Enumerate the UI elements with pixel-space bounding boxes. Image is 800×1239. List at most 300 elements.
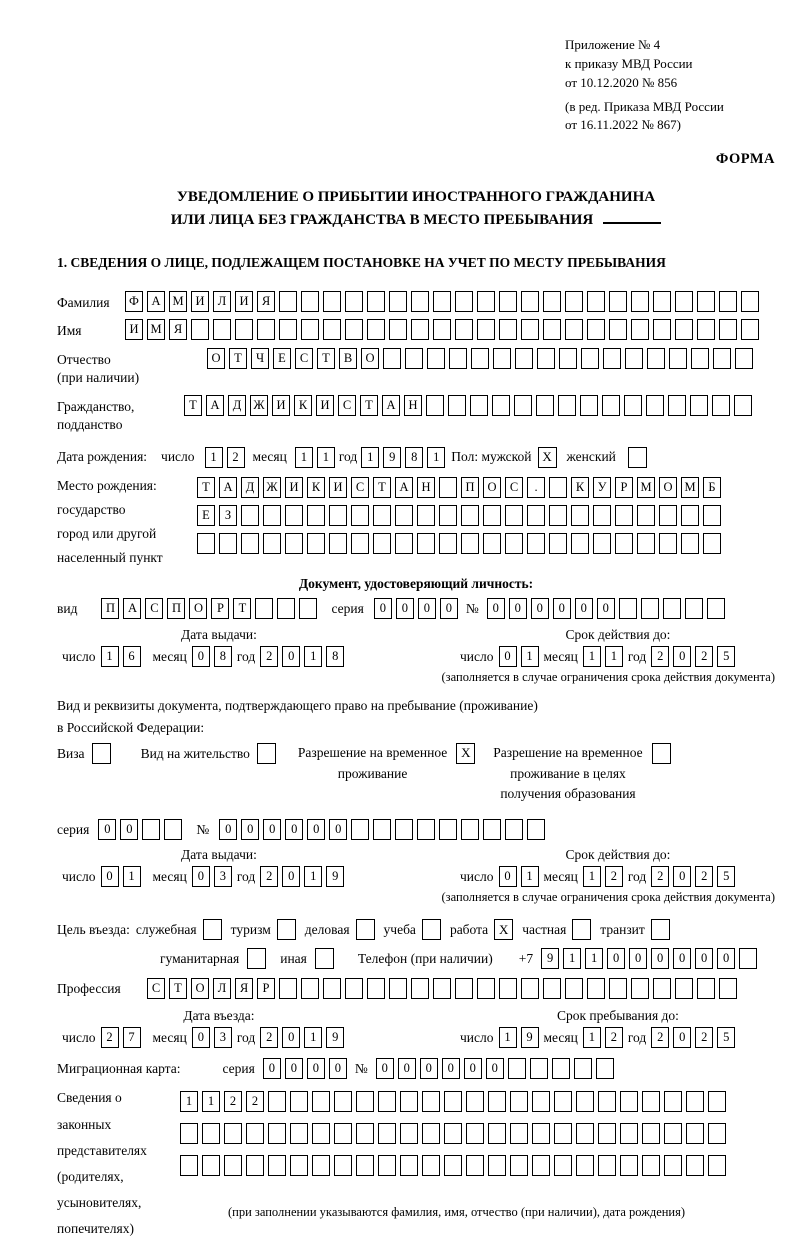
char-cell[interactable]: 0	[192, 646, 210, 667]
char-cell[interactable]: 9	[326, 1027, 344, 1048]
char-cell[interactable]: 1	[521, 866, 539, 887]
char-cell[interactable]: И	[191, 291, 209, 312]
char-cell[interactable]	[323, 319, 341, 340]
char-cell[interactable]	[532, 1123, 550, 1144]
char-cell[interactable]	[609, 291, 627, 312]
char-cell[interactable]	[543, 291, 561, 312]
char-cell[interactable]	[488, 1091, 506, 1112]
char-cell[interactable]: Ж	[250, 395, 268, 416]
char-cell[interactable]	[466, 1155, 484, 1176]
char-cell[interactable]	[598, 1091, 616, 1112]
char-cell[interactable]	[307, 505, 325, 526]
char-cell[interactable]	[505, 533, 523, 554]
char-cell[interactable]: 2	[651, 1027, 669, 1048]
char-cell[interactable]: А	[395, 477, 413, 498]
char-cell[interactable]: 6	[123, 646, 141, 667]
char-cell[interactable]: М	[681, 477, 699, 498]
char-cell[interactable]	[405, 348, 423, 369]
char-cell[interactable]: Я	[235, 978, 253, 999]
char-cell[interactable]	[514, 395, 532, 416]
char-cell[interactable]	[620, 1155, 638, 1176]
char-cell[interactable]	[543, 319, 561, 340]
char-cell[interactable]	[664, 1123, 682, 1144]
char-cell[interactable]: 0	[440, 598, 458, 619]
char-cell[interactable]: Ч	[251, 348, 269, 369]
char-cell[interactable]: 8	[326, 646, 344, 667]
purpose-private-checkbox[interactable]	[572, 919, 591, 940]
char-cell[interactable]	[334, 1091, 352, 1112]
char-cell[interactable]	[565, 319, 583, 340]
char-cell[interactable]	[739, 948, 757, 969]
char-cell[interactable]	[554, 1091, 572, 1112]
char-cell[interactable]	[488, 1123, 506, 1144]
char-cell[interactable]: Я	[169, 319, 187, 340]
doc-issue-day-cells[interactable]	[101, 646, 141, 667]
char-cell[interactable]: 0	[192, 1027, 210, 1048]
char-cell[interactable]	[554, 1123, 572, 1144]
char-cell[interactable]	[488, 1155, 506, 1176]
char-cell[interactable]	[559, 348, 577, 369]
char-cell[interactable]	[395, 819, 413, 840]
char-cell[interactable]: К	[571, 477, 589, 498]
char-cell[interactable]	[609, 319, 627, 340]
char-cell[interactable]	[307, 533, 325, 554]
char-cell[interactable]: Д	[241, 477, 259, 498]
char-cell[interactable]	[444, 1091, 462, 1112]
char-cell[interactable]: 1	[304, 866, 322, 887]
char-cell[interactable]	[690, 395, 708, 416]
char-cell[interactable]: Ж	[263, 477, 281, 498]
char-cell[interactable]: Т	[360, 395, 378, 416]
char-cell[interactable]: 5	[717, 866, 735, 887]
char-cell[interactable]: М	[637, 477, 655, 498]
char-cell[interactable]: П	[167, 598, 185, 619]
char-cell[interactable]: 9	[521, 1027, 539, 1048]
char-cell[interactable]: 0	[329, 819, 347, 840]
char-cell[interactable]: 2	[695, 1027, 713, 1048]
char-cell[interactable]: И	[316, 395, 334, 416]
char-cell[interactable]: 0	[673, 646, 691, 667]
stay-day-cells[interactable]	[499, 1027, 539, 1048]
char-cell[interactable]: П	[101, 598, 119, 619]
char-cell[interactable]	[499, 978, 517, 999]
char-cell[interactable]	[505, 819, 523, 840]
sex-male-checkbox[interactable]: X	[538, 447, 557, 468]
char-cell[interactable]: 9	[326, 866, 344, 887]
char-cell[interactable]	[367, 291, 385, 312]
char-cell[interactable]	[681, 533, 699, 554]
char-cell[interactable]: А	[206, 395, 224, 416]
char-cell[interactable]	[685, 598, 703, 619]
char-cell[interactable]	[543, 978, 561, 999]
char-cell[interactable]	[631, 291, 649, 312]
char-cell[interactable]: 1	[583, 866, 601, 887]
char-cell[interactable]: 0	[241, 819, 259, 840]
char-cell[interactable]	[637, 533, 655, 554]
char-cell[interactable]: И	[329, 477, 347, 498]
char-cell[interactable]	[596, 1058, 614, 1079]
char-cell[interactable]	[593, 533, 611, 554]
char-cell[interactable]	[241, 533, 259, 554]
char-cell[interactable]	[263, 505, 281, 526]
char-cell[interactable]: 0	[442, 1058, 460, 1079]
char-cell[interactable]	[707, 598, 725, 619]
char-cell[interactable]	[686, 1155, 704, 1176]
residence-number-cells[interactable]	[219, 819, 545, 840]
char-cell[interactable]	[552, 1058, 570, 1079]
char-cell[interactable]: 0	[376, 1058, 394, 1079]
char-cell[interactable]	[708, 1155, 726, 1176]
doc-issue-year-cells[interactable]	[260, 646, 344, 667]
char-cell[interactable]	[483, 505, 501, 526]
char-cell[interactable]	[395, 505, 413, 526]
char-cell[interactable]	[653, 291, 671, 312]
char-cell[interactable]	[411, 978, 429, 999]
char-cell[interactable]	[439, 477, 457, 498]
char-cell[interactable]	[417, 819, 435, 840]
char-cell[interactable]	[587, 291, 605, 312]
char-cell[interactable]: 0	[695, 948, 713, 969]
char-cell[interactable]	[549, 477, 567, 498]
char-cell[interactable]: П	[461, 477, 479, 498]
char-cell[interactable]	[383, 348, 401, 369]
char-cell[interactable]	[625, 348, 643, 369]
char-cell[interactable]: 8	[405, 447, 423, 468]
char-cell[interactable]: 0	[420, 1058, 438, 1079]
char-cell[interactable]	[378, 1155, 396, 1176]
birthdate-day-cells[interactable]	[205, 447, 245, 468]
residence-valid-year-cells[interactable]	[651, 866, 735, 887]
char-cell[interactable]	[389, 319, 407, 340]
char-cell[interactable]	[549, 533, 567, 554]
doc-number-cells[interactable]	[487, 598, 725, 619]
char-cell[interactable]	[510, 1155, 528, 1176]
char-cell[interactable]: 0	[282, 646, 300, 667]
char-cell[interactable]: 0	[374, 598, 392, 619]
char-cell[interactable]	[356, 1091, 374, 1112]
char-cell[interactable]: 0	[673, 948, 691, 969]
givenname-cells[interactable]	[125, 319, 759, 340]
char-cell[interactable]	[664, 1091, 682, 1112]
char-cell[interactable]: Н	[417, 477, 435, 498]
char-cell[interactable]	[466, 1123, 484, 1144]
char-cell[interactable]: 2	[260, 866, 278, 887]
char-cell[interactable]: 9	[541, 948, 559, 969]
char-cell[interactable]: К	[294, 395, 312, 416]
char-cell[interactable]: Т	[373, 477, 391, 498]
char-cell[interactable]	[530, 1058, 548, 1079]
char-cell[interactable]	[426, 395, 444, 416]
char-cell[interactable]: 0	[120, 819, 138, 840]
char-cell[interactable]	[290, 1155, 308, 1176]
char-cell[interactable]	[367, 319, 385, 340]
char-cell[interactable]	[576, 1155, 594, 1176]
char-cell[interactable]: 3	[214, 1027, 232, 1048]
char-cell[interactable]: 0	[192, 866, 210, 887]
char-cell[interactable]: О	[207, 348, 225, 369]
char-cell[interactable]: 2	[246, 1091, 264, 1112]
char-cell[interactable]	[697, 291, 715, 312]
char-cell[interactable]: 0	[282, 866, 300, 887]
char-cell[interactable]	[235, 319, 253, 340]
char-cell[interactable]	[681, 505, 699, 526]
char-cell[interactable]	[400, 1091, 418, 1112]
char-cell[interactable]	[642, 1123, 660, 1144]
char-cell[interactable]	[576, 1123, 594, 1144]
char-cell[interactable]	[312, 1155, 330, 1176]
char-cell[interactable]: Е	[273, 348, 291, 369]
char-cell[interactable]: О	[191, 978, 209, 999]
char-cell[interactable]: 0	[629, 948, 647, 969]
char-cell[interactable]	[659, 533, 677, 554]
char-cell[interactable]: 0	[282, 1027, 300, 1048]
char-cell[interactable]	[642, 1155, 660, 1176]
patronymic-cells[interactable]	[207, 348, 753, 369]
char-cell[interactable]	[637, 505, 655, 526]
char-cell[interactable]	[719, 319, 737, 340]
char-cell[interactable]: Н	[404, 395, 422, 416]
char-cell[interactable]	[246, 1155, 264, 1176]
char-cell[interactable]	[422, 1091, 440, 1112]
char-cell[interactable]	[624, 395, 642, 416]
char-cell[interactable]: 0	[464, 1058, 482, 1079]
char-cell[interactable]	[263, 533, 281, 554]
char-cell[interactable]	[301, 978, 319, 999]
char-cell[interactable]: Т	[233, 598, 251, 619]
char-cell[interactable]: 0	[219, 819, 237, 840]
char-cell[interactable]: 2	[605, 1027, 623, 1048]
char-cell[interactable]	[663, 598, 681, 619]
char-cell[interactable]	[574, 1058, 592, 1079]
phone-cells[interactable]	[541, 948, 757, 969]
char-cell[interactable]	[268, 1091, 286, 1112]
char-cell[interactable]	[444, 1123, 462, 1144]
char-cell[interactable]	[587, 319, 605, 340]
char-cell[interactable]	[334, 1155, 352, 1176]
char-cell[interactable]	[449, 348, 467, 369]
char-cell[interactable]: 1	[583, 646, 601, 667]
doc-issue-month-cells[interactable]	[192, 646, 232, 667]
char-cell[interactable]	[675, 978, 693, 999]
char-cell[interactable]: К	[307, 477, 325, 498]
char-cell[interactable]	[581, 348, 599, 369]
char-cell[interactable]: 1	[585, 948, 603, 969]
char-cell[interactable]	[351, 819, 369, 840]
char-cell[interactable]: 9	[383, 447, 401, 468]
char-cell[interactable]: В	[339, 348, 357, 369]
residence-valid-month-cells[interactable]	[583, 866, 623, 887]
doc-valid-year-cells[interactable]	[651, 646, 735, 667]
char-cell[interactable]	[549, 505, 567, 526]
char-cell[interactable]	[537, 348, 555, 369]
char-cell[interactable]: 1	[317, 447, 335, 468]
birthplace-row1-cells[interactable]	[197, 477, 721, 498]
char-cell[interactable]: 2	[224, 1091, 242, 1112]
char-cell[interactable]: М	[169, 291, 187, 312]
char-cell[interactable]: 1	[361, 447, 379, 468]
representatives-row1-cells[interactable]	[180, 1091, 726, 1112]
char-cell[interactable]	[345, 319, 363, 340]
char-cell[interactable]	[631, 978, 649, 999]
char-cell[interactable]	[466, 1091, 484, 1112]
char-cell[interactable]: И	[235, 291, 253, 312]
purpose-humanitarian-checkbox[interactable]	[247, 948, 266, 969]
char-cell[interactable]	[675, 291, 693, 312]
purpose-business-checkbox[interactable]	[356, 919, 375, 940]
char-cell[interactable]	[180, 1155, 198, 1176]
char-cell[interactable]	[642, 1091, 660, 1112]
char-cell[interactable]	[713, 348, 731, 369]
char-cell[interactable]	[246, 1123, 264, 1144]
char-cell[interactable]	[279, 978, 297, 999]
char-cell[interactable]: Я	[257, 291, 275, 312]
char-cell[interactable]	[719, 978, 737, 999]
char-cell[interactable]	[268, 1123, 286, 1144]
char-cell[interactable]	[312, 1123, 330, 1144]
char-cell[interactable]: 5	[717, 646, 735, 667]
char-cell[interactable]	[224, 1123, 242, 1144]
char-cell[interactable]	[532, 1091, 550, 1112]
visa-checkbox[interactable]	[92, 743, 111, 764]
char-cell[interactable]	[470, 395, 488, 416]
char-cell[interactable]: 1	[205, 447, 223, 468]
char-cell[interactable]	[329, 533, 347, 554]
migration-seriya-cells[interactable]	[263, 1058, 347, 1079]
char-cell[interactable]	[691, 348, 709, 369]
char-cell[interactable]	[620, 1123, 638, 1144]
char-cell[interactable]: 1	[180, 1091, 198, 1112]
residence-issue-month-cells[interactable]	[192, 866, 232, 887]
char-cell[interactable]	[505, 505, 523, 526]
char-cell[interactable]: 1	[583, 1027, 601, 1048]
doc-type-cells[interactable]	[101, 598, 317, 619]
char-cell[interactable]: 1	[499, 1027, 517, 1048]
char-cell[interactable]	[508, 1058, 526, 1079]
char-cell[interactable]: 8	[214, 646, 232, 667]
char-cell[interactable]	[299, 598, 317, 619]
char-cell[interactable]	[164, 819, 182, 840]
char-cell[interactable]	[719, 291, 737, 312]
char-cell[interactable]: 0	[717, 948, 735, 969]
residence-valid-day-cells[interactable]	[499, 866, 539, 887]
char-cell[interactable]: У	[593, 477, 611, 498]
char-cell[interactable]	[598, 1155, 616, 1176]
entry-month-cells[interactable]	[192, 1027, 232, 1048]
char-cell[interactable]: И	[285, 477, 303, 498]
char-cell[interactable]	[653, 978, 671, 999]
char-cell[interactable]	[378, 1091, 396, 1112]
char-cell[interactable]	[527, 505, 545, 526]
char-cell[interactable]	[417, 533, 435, 554]
char-cell[interactable]	[565, 978, 583, 999]
doc-valid-day-cells[interactable]	[499, 646, 539, 667]
char-cell[interactable]	[653, 319, 671, 340]
char-cell[interactable]	[219, 533, 237, 554]
char-cell[interactable]: 2	[101, 1027, 119, 1048]
char-cell[interactable]	[631, 319, 649, 340]
char-cell[interactable]	[734, 395, 752, 416]
birthdate-month-cells[interactable]	[295, 447, 335, 468]
char-cell[interactable]	[277, 598, 295, 619]
char-cell[interactable]: С	[145, 598, 163, 619]
char-cell[interactable]	[697, 319, 715, 340]
char-cell[interactable]: 0	[486, 1058, 504, 1079]
char-cell[interactable]	[521, 291, 539, 312]
char-cell[interactable]	[686, 1091, 704, 1112]
residence-issue-day-cells[interactable]	[101, 866, 141, 887]
purpose-work-checkbox[interactable]: X	[494, 919, 513, 940]
char-cell[interactable]	[593, 505, 611, 526]
char-cell[interactable]	[646, 395, 664, 416]
char-cell[interactable]: М	[147, 319, 165, 340]
char-cell[interactable]	[686, 1123, 704, 1144]
char-cell[interactable]	[536, 395, 554, 416]
char-cell[interactable]	[255, 598, 273, 619]
char-cell[interactable]	[615, 505, 633, 526]
char-cell[interactable]	[351, 505, 369, 526]
char-cell[interactable]	[669, 348, 687, 369]
char-cell[interactable]: И	[125, 319, 143, 340]
char-cell[interactable]	[521, 978, 539, 999]
char-cell[interactable]	[602, 395, 620, 416]
char-cell[interactable]: 0	[597, 598, 615, 619]
char-cell[interactable]: 0	[651, 948, 669, 969]
char-cell[interactable]	[301, 319, 319, 340]
char-cell[interactable]	[439, 533, 457, 554]
char-cell[interactable]	[373, 819, 391, 840]
char-cell[interactable]	[461, 505, 479, 526]
entry-day-cells[interactable]	[101, 1027, 141, 1048]
char-cell[interactable]	[439, 505, 457, 526]
char-cell[interactable]: А	[123, 598, 141, 619]
char-cell[interactable]	[510, 1123, 528, 1144]
char-cell[interactable]	[356, 1155, 374, 1176]
stay-year-cells[interactable]	[651, 1027, 735, 1048]
temp-residence-edu-checkbox[interactable]	[652, 743, 671, 764]
char-cell[interactable]: 0	[673, 1027, 691, 1048]
char-cell[interactable]	[213, 319, 231, 340]
sex-female-checkbox[interactable]	[628, 447, 647, 468]
char-cell[interactable]	[571, 533, 589, 554]
char-cell[interactable]	[439, 819, 457, 840]
char-cell[interactable]: 2	[651, 646, 669, 667]
char-cell[interactable]	[483, 533, 501, 554]
char-cell[interactable]: 0	[531, 598, 549, 619]
char-cell[interactable]	[708, 1123, 726, 1144]
char-cell[interactable]	[400, 1123, 418, 1144]
char-cell[interactable]	[334, 1123, 352, 1144]
char-cell[interactable]: 0	[509, 598, 527, 619]
char-cell[interactable]	[191, 319, 209, 340]
char-cell[interactable]	[345, 291, 363, 312]
char-cell[interactable]: Т	[169, 978, 187, 999]
char-cell[interactable]: А	[382, 395, 400, 416]
char-cell[interactable]	[378, 1123, 396, 1144]
profession-cells[interactable]	[147, 978, 737, 999]
char-cell[interactable]: 1	[427, 447, 445, 468]
char-cell[interactable]: Д	[228, 395, 246, 416]
char-cell[interactable]: 0	[398, 1058, 416, 1079]
char-cell[interactable]	[477, 978, 495, 999]
char-cell[interactable]	[641, 598, 659, 619]
char-cell[interactable]: 0	[98, 819, 116, 840]
char-cell[interactable]: 2	[260, 1027, 278, 1048]
char-cell[interactable]	[279, 319, 297, 340]
char-cell[interactable]: Р	[211, 598, 229, 619]
char-cell[interactable]	[619, 598, 637, 619]
char-cell[interactable]	[741, 291, 759, 312]
char-cell[interactable]: 5	[717, 1027, 735, 1048]
